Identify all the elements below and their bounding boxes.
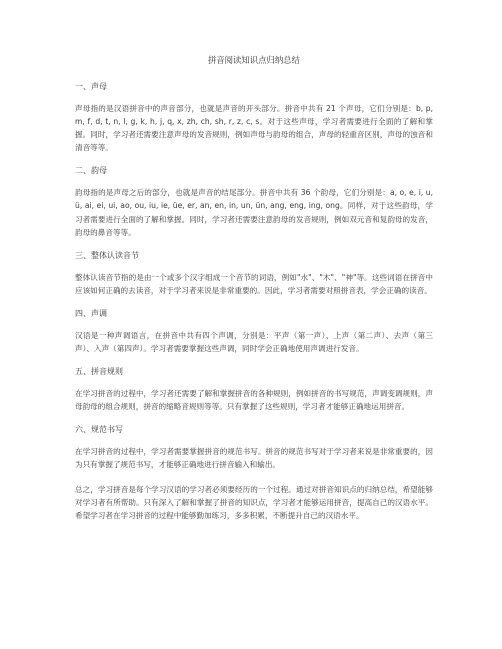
section-tones	[75, 308, 433, 355]
section-heading: 二、韵母	[75, 166, 107, 176]
section-paragraph: 在学习拼音的过程中，学习者需要掌握拼音的规范书写。拼音的规范书写对于学习者来说是非常重要的，因为只有掌握了规范书写，才能够正确地进行拼音输入和输出。	[75, 447, 433, 470]
section-whole-syllables	[75, 250, 433, 297]
section-paragraph: 韵母指的是声母之后的部分，也就是声音的结尾部分。拼音中共有 36 个韵母，它们分别是：a, o, e, i, u, ü, ai, ei, ui, ao, ou, iu, ie, üe, er, an, en, in, un, ün, ang, eng, ing, ong。同样，对于这些韵母，学习者需要进行全面的了解和掌握。同时，学习者还需要注意韵母的发音规则，例如双元音和复韵母的发音，韵母的鼻音等等。	[75, 188, 433, 237]
section-paragraph: 声母指的是汉语拼音中的声音部分，也就是声音的开头部分。拼音中共有 21 个声母，它们分别是：b, p, m, f, d, t, n, l, g, k, h, j, q, x, zh, ch, sh, r, z, c, s。对于这些声母，学习者需要进行全面的了解和掌握。同时，学习者还需要注意声母的发音规则，例如声母与韵母的组合，声母的轻重音区别，声母的浊音和清音等等。	[75, 104, 433, 153]
section-standard-writing	[75, 424, 433, 521]
section-paragraph: 汉语是一种声调语言，在拼音中共有四个声调，分别是：平声（第一声）、上声（第二声）、去声（第三声）、入声（第四声）。学习者需要掌握这些声调，同时学会正确地使用声调进行发音。	[75, 330, 433, 354]
section-heading: 五、拼音规则	[75, 367, 123, 377]
summary-paragraph: 总之，学习拼音是每个学习汉语的学习者必须要经历的一个过程。通过对拼音知识点的归纳总结，希望能够对学习者有所帮助。只有深入了解和掌握了拼音的知识点，学习者才能够运用拼音，提高自己的汉语水平。希望学习者在学习拼音的过程中能够勤加练习，多多积累，不断提升自己的汉语水平。	[75, 484, 433, 520]
document-page	[75, 54, 433, 533]
section-heading: 三、整体认读音节	[75, 250, 139, 260]
section-heading: 一、声母	[75, 82, 107, 91]
section-finals	[75, 165, 433, 238]
document-title: 拼音阅读知识点归纳总结	[207, 55, 301, 65]
section-heading: 四、声调	[75, 308, 107, 318]
section-heading: 六、规范书写	[75, 425, 123, 435]
section-paragraph: 整体认读音节指的是由一个或多个汉字组成一个音节的词语，例如"水"、"木"、"神"等。这些词语在拼音中应该如何正确的去读音，对于学习者来说是非常重要的。因此，学习者需要对照拼音表，学会正确的读音。	[75, 272, 433, 295]
section-initials	[75, 81, 433, 154]
section-paragraph: 在学习拼音的过程中，学习者还需要了解和掌握拼音的各种规则，例如拼音的书写规范，声调变调规则，声母韵母的组合规则，拼音的缩略音规则等等。只有掌握了这些规则，学习者才能够正确地运用拼音。	[75, 389, 433, 412]
section-pinyin-rules	[75, 366, 433, 413]
